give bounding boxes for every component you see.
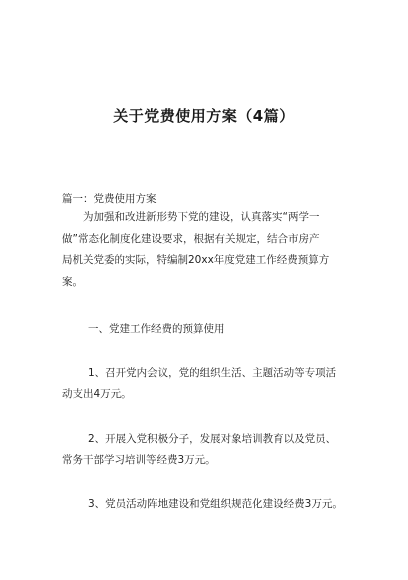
document-title: 关于党费使用方案（4篇） [113, 107, 295, 125]
intro-paragraph [62, 207, 358, 293]
intro-line: 案。 [62, 275, 83, 288]
intro-line: 做”常态化制度化建设要求，根据有关规定，结合市房产 [62, 232, 320, 245]
list-item-line: 1、召开党内会议，党的组织生活、主题活动等专项活 [88, 367, 337, 379]
part-heading: 篇一：党费使用方案 [62, 193, 157, 205]
list-item-line: 3、党员活动阵地建设和党组织规范化建设经费3万元。 [88, 498, 343, 510]
intro-line: 局机关党委的实际，特编制20xx年度党建工作经费预算方 [62, 254, 330, 266]
intro-line: 为加强和改进新形势下党的建设，认真落实“两学一 [83, 211, 320, 223]
section-heading: 一、党建工作经费的预算使用 [88, 323, 225, 335]
list-item-line: 2、开展入党积极分子，发展对象培训教育以及党员、 [88, 433, 337, 445]
list-item-line: 常务干部学习培训等经费3万元。 [62, 454, 216, 466]
list-item-line: 动支出4万元。 [62, 388, 132, 400]
